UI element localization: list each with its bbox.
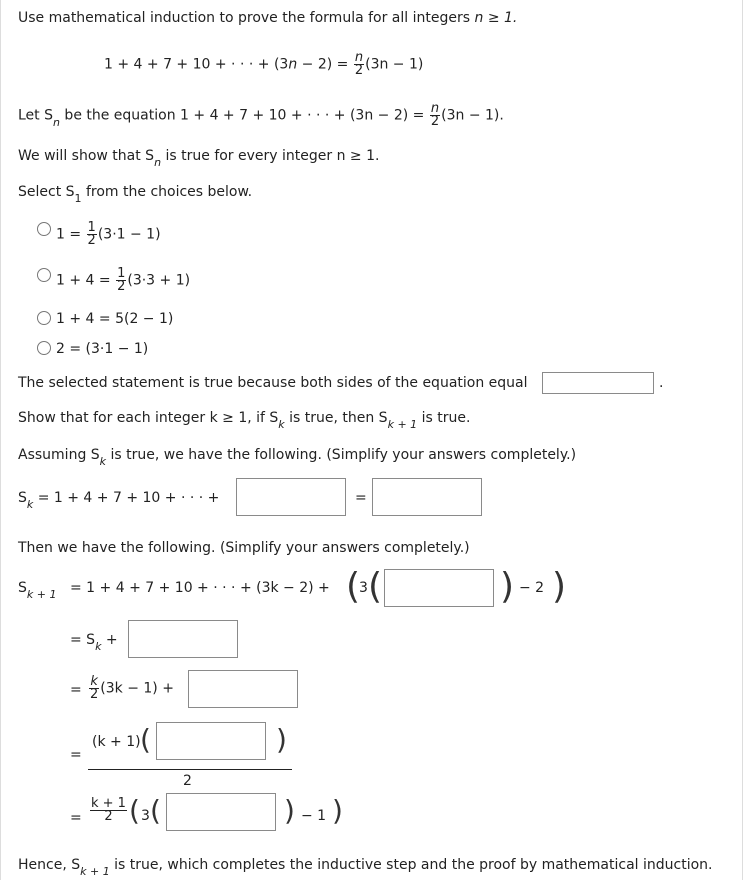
- choice-radio-4[interactable]: [37, 341, 51, 355]
- sk1-expression: = 1 + 4 + 7 + 10 + · · · + (3k − 2) +: [70, 580, 330, 596]
- line3-expression: $\frac{k}{2}$ (3k − 1) +: [90, 674, 174, 702]
- then-text: Then we have the following. (Simplify your answers completely.): [18, 540, 470, 556]
- choice-radio-1[interactable]: [37, 222, 51, 236]
- choice-radio-2[interactable]: [37, 268, 51, 282]
- line5-right-paren-outer: ): [332, 794, 343, 827]
- selected-statement-text: The selected statement is true because both sides of the equation equal: [18, 375, 528, 391]
- left-paren-inner: (: [368, 566, 383, 607]
- line3-equals: =: [70, 682, 82, 698]
- sk1-inner-input[interactable]: [384, 569, 494, 607]
- three-text: 3: [359, 580, 368, 596]
- prompt-text: Use mathematical induction to prove the formula for all integers n ≥ 1.: [18, 10, 518, 26]
- show-sn-text: We will show that $S_n$ is true for every integer n ≥ 1.: [18, 148, 380, 169]
- line5-right-paren-inner: ): [284, 794, 295, 827]
- left-paren-outer: (: [346, 566, 361, 607]
- let-sn-text: Let $S_n$ be the equation 1 + 4 + 7 + 10 + · · · + (3n − 2) = $\frac{n}{2}$ (3n − 1).: [18, 101, 504, 129]
- line5-equals: =: [70, 810, 82, 826]
- right-paren-inner: ): [500, 566, 515, 607]
- line5-left-paren-outer: (: [129, 794, 140, 827]
- sk-sum-input[interactable]: [372, 478, 482, 516]
- line4-equals: =: [70, 747, 82, 763]
- equals-sign: =: [355, 490, 367, 506]
- line2-expression: = $S_k$ +: [70, 632, 118, 653]
- period-text: .: [659, 375, 664, 391]
- line5-fraction: $\frac{k + 1}{2}$: [91, 796, 126, 824]
- line4-factor-input[interactable]: [156, 722, 266, 760]
- formula-display: 1 + 4 + 7 + 10 + · · · + (3n − 2) = $\frac{n}{2}$ (3n − 1): [104, 50, 424, 78]
- choice-radio-3[interactable]: [37, 311, 51, 325]
- show-each-text: Show that for each integer k ≥ 1, if $S_k$ is true, then $S_{k + 1}$ is true.: [18, 410, 471, 431]
- hence-text: Hence, $S_{k + 1}$ is true, which completes the inductive step and the proof by mathematical induction.: [18, 857, 713, 878]
- line5-left-paren-inner: (: [150, 794, 161, 827]
- choice-label-2[interactable]: 1 + 4 = $\frac{1}{2}$ (3·3 + 1): [56, 266, 191, 294]
- select-s1-text: Select $S_1$ from the choices below.: [18, 184, 253, 205]
- sk1-label: $S_{k + 1}$: [18, 580, 57, 601]
- line3-term-input[interactable]: [188, 670, 298, 708]
- choice-label-3[interactable]: 1 + 4 = 5(2 − 1): [56, 311, 174, 327]
- line5-factor-input[interactable]: [166, 793, 276, 831]
- both-sides-answer-input[interactable]: [542, 372, 654, 394]
- line4-left-paren: (: [140, 723, 151, 756]
- line4-fraction-bar: [88, 769, 292, 770]
- choice-label-4[interactable]: 2 = (3·1 − 1): [56, 341, 149, 357]
- minus-two-text: − 2: [519, 580, 545, 596]
- sk-next-term-input[interactable]: [236, 478, 346, 516]
- line4-denominator: 2: [183, 773, 192, 789]
- line2-term-input[interactable]: [128, 620, 238, 658]
- line4-right-paren: ): [276, 723, 287, 756]
- line4-numerator: (k + 1): [92, 734, 141, 750]
- sk-expression: $S_k = 1 + 4 + 7 + 10$ + · · · +: [18, 490, 220, 511]
- line5-three: 3: [141, 808, 150, 824]
- minus-one-text: − 1: [301, 808, 327, 824]
- choice-label-1[interactable]: 1 = $\frac{1}{2}$ (3·1 − 1): [56, 220, 161, 248]
- assuming-text: Assuming $S_k$ is true, we have the following. (Simplify your answers completely.): [18, 447, 577, 468]
- right-paren-outer: ): [552, 566, 567, 607]
